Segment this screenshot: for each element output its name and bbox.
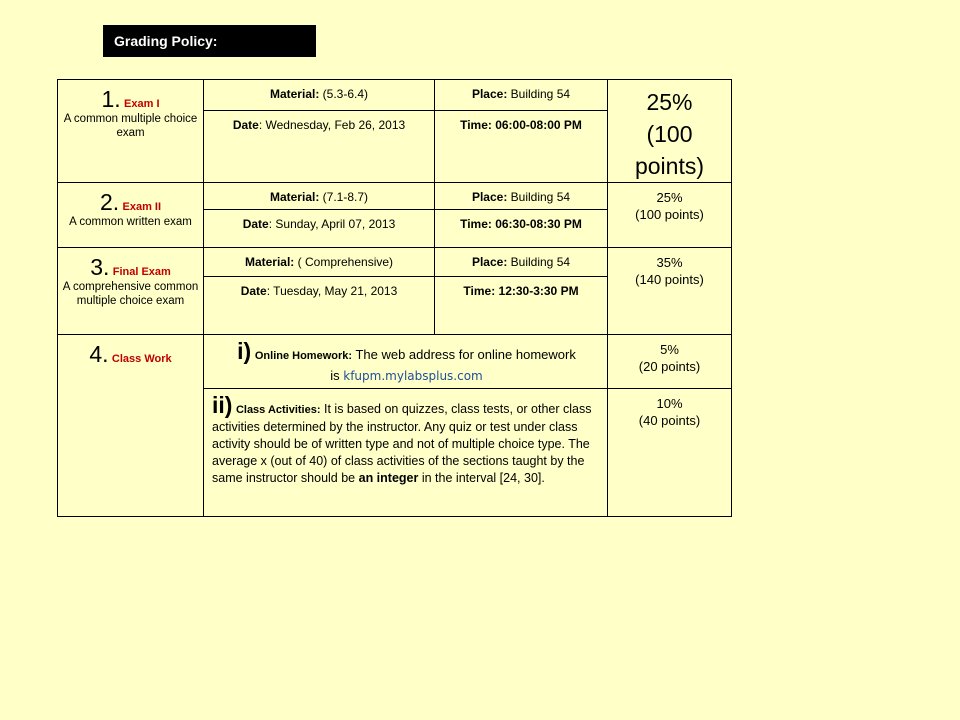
place-label: Place: [471,255,508,269]
time-value: Time: 12:30-3:30 PM [463,284,579,298]
item-exam2 [58,183,204,248]
weight-percent: 10% [656,396,683,411]
item-final [58,248,204,335]
item-number: 3. [90,254,110,280]
material-value: ( Comprehensive) [297,255,394,269]
time-value: Time: 06:00-08:00 PM [460,117,582,132]
place-cell [435,183,608,210]
activities-bold: an integer [358,471,419,485]
date-value: : Sunday, April 07, 2013 [268,217,396,231]
date-cell [204,210,435,248]
activities-label: Class Activities: [235,404,321,416]
material-label: Material: [244,255,295,269]
item-exam1 [58,80,204,183]
homework-text-2: is [330,368,340,383]
table-row [58,335,732,389]
item-name: Exam I [124,98,160,110]
date-label: Date [240,284,267,298]
material-value: (7.1-8.7) [322,190,369,204]
weight-points: (140 points) [635,272,704,287]
homework-text-1: The web address for online homework [355,347,576,362]
material-cell [204,183,435,210]
material-label: Material: [269,87,320,101]
place-cell [435,80,608,111]
time-cell [435,277,608,335]
table-row [58,248,732,277]
activities-numeral: ii) [212,392,233,418]
weight-cell [608,248,732,335]
item-description: A comprehensive common multiple choice exam [62,281,199,307]
weight-points: (20 points) [638,359,701,374]
item-number: 2. [99,189,120,215]
material-value: (5.3-6.4) [322,87,369,101]
weight-percent: 5% [660,342,679,357]
weight-percent: 25% [656,190,683,205]
class-activities-cell [204,389,608,517]
item-description: A common multiple choice exam [63,113,198,139]
homework-numeral: i) [237,338,252,364]
date-value: : Wednesday, Feb 26, 2013 [258,117,406,132]
date-cell [204,277,435,335]
weight-cell [608,183,732,248]
grading-policy-title: Grading Policy: [103,25,316,57]
place-value: Building 54 [510,190,571,204]
date-cell [204,110,435,182]
online-homework-cell [204,335,608,389]
weight-percent: 35% [656,255,683,270]
material-cell [204,80,435,111]
weight-points: (40 points) [638,413,701,428]
weight-points-2: points) [634,153,705,179]
item-name: Final Exam [112,266,171,278]
weight-points: (100 points) [635,207,704,222]
place-cell [435,248,608,277]
item-description: A common written exam [69,216,192,228]
homework-label: Online Homework: [254,350,353,362]
grading-table [57,79,732,517]
weight-points-1: (100 [646,121,693,147]
date-label: Date [242,217,269,231]
date-value: : Tuesday, May 21, 2013 [266,284,398,298]
weight-percent: 25% [646,89,693,115]
item-number: 1. [101,86,121,112]
item-name: Exam II [122,201,162,213]
activities-text-1: It is based on quizzes, class tests, or other class activities determined by the instructor. Any quiz or test under class activity should be of written type and not of multiple choice type. The average x (out of 40) of class activities of the sections taught by the same instructor should be [212,402,592,485]
table-row [58,183,732,210]
time-cell [435,210,608,248]
activities-text-2: in the interval [24, 30]. [421,471,545,485]
time-value: Time: 06:30-08:30 PM [460,217,582,231]
weight-cell [608,389,732,517]
place-label: Place: [471,87,508,101]
material-cell [204,248,435,277]
weight-cell [608,80,732,183]
place-value: Building 54 [510,87,571,101]
table-row [58,80,732,111]
place-value: Building 54 [510,255,571,269]
homework-url: kfupm.mylabsplus.com [343,369,483,383]
date-label: Date [232,117,259,132]
item-classwork [58,335,204,517]
place-label: Place: [471,190,508,204]
material-label: Material: [269,190,320,204]
item-name: Class Work [111,353,172,365]
time-cell [435,110,608,182]
weight-cell [608,335,732,389]
item-number: 4. [89,341,109,367]
